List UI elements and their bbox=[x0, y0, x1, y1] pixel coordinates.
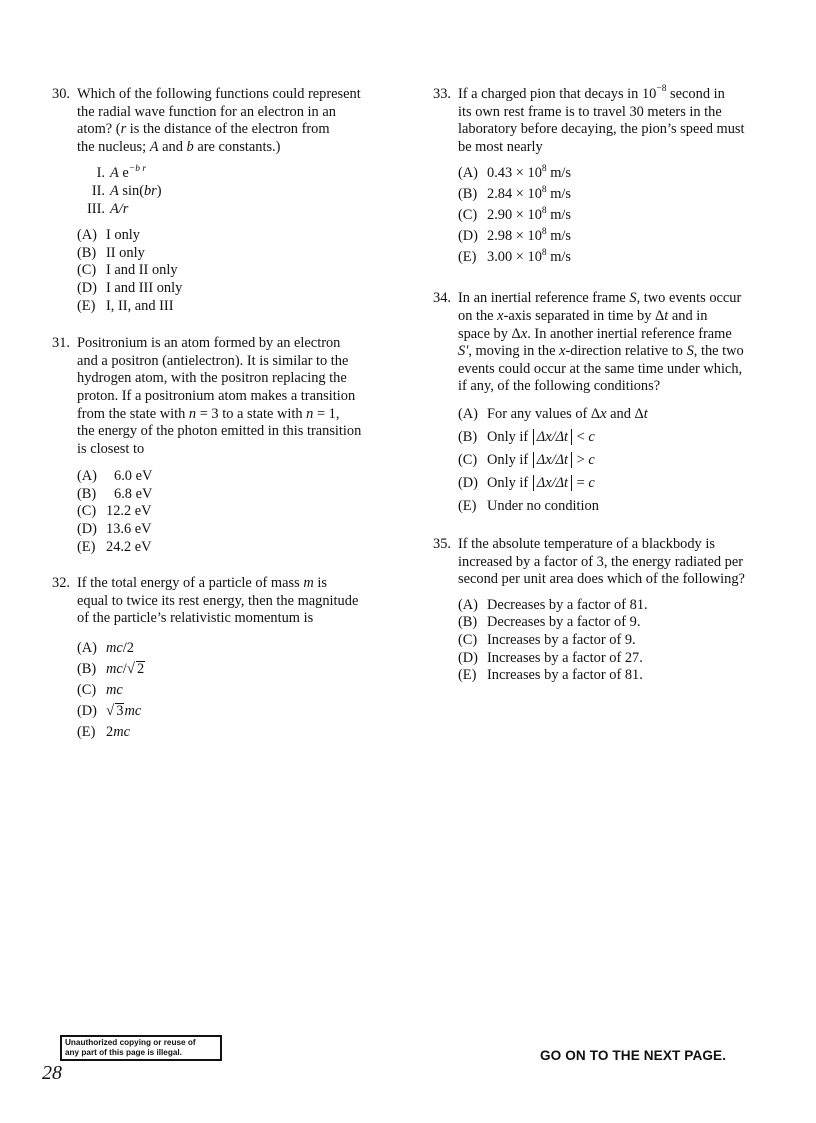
roman-number: III. bbox=[87, 200, 105, 217]
question-stem bbox=[77, 575, 392, 628]
choice-part: × 10 bbox=[512, 249, 542, 266]
stem-line bbox=[77, 575, 392, 593]
question-body bbox=[77, 575, 392, 743]
right-column bbox=[433, 86, 778, 685]
choice-text bbox=[487, 403, 648, 426]
question-stem bbox=[77, 335, 392, 458]
choice-var: c bbox=[588, 451, 595, 468]
choice-label: (D) bbox=[458, 228, 478, 245]
answer-choice[interactable] bbox=[458, 614, 778, 632]
choice-label: (A) bbox=[458, 596, 478, 613]
stem-line bbox=[458, 554, 778, 572]
question-30 bbox=[52, 86, 392, 315]
roman-var: A bbox=[110, 182, 119, 199]
stem-line bbox=[458, 378, 778, 396]
choice-part: m/s bbox=[546, 165, 572, 182]
choice-part: 2.90 bbox=[487, 207, 513, 224]
answer-choice[interactable] bbox=[77, 298, 392, 316]
choice-var: t bbox=[643, 405, 648, 422]
choice-label: (C) bbox=[458, 451, 478, 468]
stem-line bbox=[458, 343, 778, 361]
question-stem bbox=[458, 536, 778, 589]
roman-text bbox=[110, 201, 128, 219]
answer-choices bbox=[77, 468, 392, 556]
choice-part: × 10 bbox=[512, 165, 542, 182]
stem-line bbox=[458, 86, 778, 104]
choice-part: 3.00 bbox=[487, 249, 513, 266]
spacer bbox=[433, 268, 778, 290]
stem-line bbox=[458, 139, 778, 157]
stem-text: second per unit area does which of the following? bbox=[458, 571, 745, 588]
choice-part: 2 bbox=[106, 724, 114, 741]
choice-label: (E) bbox=[458, 249, 477, 266]
choice-var: c bbox=[588, 428, 595, 445]
stem-line bbox=[458, 308, 778, 326]
choice-text bbox=[487, 426, 595, 449]
stem-text: and in bbox=[668, 307, 708, 324]
stem-text: If a charged pion that decays in 10 bbox=[458, 86, 657, 102]
question-body bbox=[458, 290, 778, 518]
question-number: 30. bbox=[52, 86, 70, 102]
choice-exponent: 8 bbox=[541, 184, 547, 195]
stem-text: of the particle’s relativistic momentum is bbox=[77, 610, 314, 627]
answer-choices bbox=[458, 597, 778, 685]
choice-text bbox=[487, 472, 595, 495]
choice-text: Under no condition bbox=[487, 497, 599, 514]
stem-text: and a positron (antielectron). It is similar to the bbox=[77, 352, 349, 369]
roman-item bbox=[77, 201, 392, 219]
left-column bbox=[52, 86, 392, 743]
choice-text: 12.2 eV bbox=[106, 503, 152, 520]
answer-choice[interactable] bbox=[77, 539, 392, 557]
answer-choice[interactable] bbox=[77, 262, 392, 280]
stem-var: A bbox=[149, 138, 159, 155]
question-stem bbox=[77, 86, 392, 156]
choice-text bbox=[487, 184, 571, 205]
choice-part: Only if bbox=[487, 474, 532, 491]
stem-text: . In another inertial reference frame bbox=[527, 325, 732, 342]
question-number: 33. bbox=[433, 86, 451, 102]
choice-var: mc bbox=[106, 682, 123, 699]
stem-line bbox=[458, 571, 778, 589]
stem-text: be most nearly bbox=[458, 138, 543, 155]
choice-var: c bbox=[588, 474, 595, 491]
choice-label: (A) bbox=[77, 227, 97, 244]
choice-part: For any values of Δ bbox=[487, 405, 601, 422]
answer-choice[interactable] bbox=[458, 495, 778, 518]
roman-number: II. bbox=[91, 182, 105, 199]
answer-choice[interactable] bbox=[458, 184, 778, 205]
choice-part: × 10 bbox=[512, 186, 542, 203]
answer-choice[interactable] bbox=[77, 638, 392, 659]
answer-choices bbox=[458, 403, 778, 518]
answer-choice[interactable] bbox=[458, 205, 778, 226]
stem-var: S bbox=[629, 290, 637, 307]
choice-part: < bbox=[573, 428, 589, 445]
stem-text: If the absolute temperature of a blackbody is bbox=[458, 535, 715, 552]
choice-part: Only if bbox=[487, 451, 532, 468]
question-number: 35. bbox=[433, 535, 451, 552]
answer-choice[interactable] bbox=[458, 247, 778, 268]
answer-choice[interactable] bbox=[458, 163, 778, 184]
choice-label: (D) bbox=[77, 279, 97, 296]
choice-label: (A) bbox=[77, 468, 97, 485]
stem-text: space by Δ bbox=[458, 325, 521, 342]
stem-text: , the two bbox=[693, 343, 744, 360]
stem-var: n bbox=[306, 405, 314, 422]
stem-var: n bbox=[188, 405, 197, 422]
roman-part: ) bbox=[156, 182, 162, 199]
answer-choice[interactable] bbox=[77, 280, 392, 298]
stem-var: m bbox=[303, 575, 314, 592]
question-number: 31. bbox=[52, 335, 70, 352]
stem-text: increased by a factor of 3, the energy radiated per bbox=[458, 553, 744, 570]
stem-text: is the distance of the electron from bbox=[126, 121, 330, 138]
roman-text bbox=[110, 183, 162, 201]
choice-label: (C) bbox=[458, 631, 478, 648]
sqrt-radicand: 3 bbox=[116, 703, 124, 720]
stem-line bbox=[77, 139, 392, 157]
roman-number: I. bbox=[96, 165, 105, 182]
choice-var: mc bbox=[106, 640, 123, 657]
choice-text bbox=[106, 680, 123, 701]
abs-expression: Δx/Δt bbox=[533, 429, 572, 445]
choice-part: / bbox=[122, 661, 127, 678]
stem-line bbox=[77, 370, 392, 388]
roman-item bbox=[77, 165, 392, 183]
choice-text bbox=[106, 701, 141, 722]
choice-text: Decreases by a factor of 9. bbox=[487, 614, 641, 631]
stem-text: Which of the following functions could represent bbox=[77, 86, 361, 102]
roman-part: e bbox=[118, 165, 129, 182]
stem-line bbox=[77, 441, 392, 459]
sqrt-icon: √ bbox=[106, 703, 115, 720]
answer-choice[interactable] bbox=[458, 449, 778, 472]
answer-choice[interactable] bbox=[458, 650, 778, 668]
stem-line bbox=[77, 121, 392, 139]
choice-label: (E) bbox=[77, 724, 96, 741]
question-number: 32. bbox=[52, 575, 70, 592]
choice-text bbox=[106, 722, 130, 743]
abs-expression: Δx/Δt bbox=[533, 452, 572, 468]
notice-line: Unauthorized copying or reuse of bbox=[65, 1038, 196, 1047]
choice-part: m/s bbox=[546, 186, 572, 203]
choice-label: (C) bbox=[77, 682, 97, 699]
choice-text bbox=[106, 638, 134, 659]
choice-part: and Δ bbox=[606, 405, 644, 422]
answer-choice[interactable] bbox=[458, 472, 778, 495]
stem-text: the nucleus; bbox=[77, 138, 150, 155]
stem-text: is closest to bbox=[77, 440, 145, 457]
choice-part: 2.98 bbox=[487, 228, 513, 245]
question-32 bbox=[52, 575, 392, 743]
choice-label: (C) bbox=[458, 207, 478, 224]
stem-text: are constants.) bbox=[193, 138, 281, 155]
answer-choice[interactable] bbox=[77, 521, 392, 539]
stem-text: -direction relative to bbox=[565, 343, 687, 360]
answer-choices bbox=[77, 227, 392, 315]
stem-exponent: −8 bbox=[656, 84, 667, 95]
answer-choice[interactable] bbox=[458, 226, 778, 247]
choice-part: 0.43 bbox=[487, 165, 513, 182]
stem-text: is bbox=[313, 575, 327, 592]
answer-choices bbox=[77, 638, 392, 743]
choice-label: (B) bbox=[77, 244, 97, 261]
question-body bbox=[77, 335, 392, 556]
choice-label: (E) bbox=[458, 497, 477, 514]
choice-text bbox=[487, 205, 571, 226]
stem-line bbox=[77, 423, 392, 441]
answer-choice[interactable] bbox=[77, 701, 392, 722]
choice-text: I and II only bbox=[106, 262, 178, 279]
choice-text: Increases by a factor of 9. bbox=[487, 631, 636, 648]
choice-label: (D) bbox=[458, 649, 478, 666]
sqrt-radicand: 2 bbox=[137, 661, 145, 678]
choice-part: /2 bbox=[122, 640, 134, 657]
stem-line bbox=[77, 353, 392, 371]
roman-var: A bbox=[110, 165, 119, 182]
answer-choice[interactable] bbox=[458, 632, 778, 650]
answer-choice[interactable] bbox=[77, 486, 392, 504]
spacer bbox=[52, 556, 392, 575]
stem-text: , two events occur bbox=[636, 290, 742, 307]
choice-text bbox=[106, 659, 145, 680]
choice-text bbox=[487, 163, 571, 184]
answer-choice[interactable] bbox=[77, 722, 392, 743]
roman-item bbox=[77, 183, 392, 201]
abs-expression: Δx/Δt bbox=[533, 475, 572, 491]
answer-choice[interactable] bbox=[77, 468, 392, 486]
answer-choice[interactable] bbox=[77, 680, 392, 701]
stem-line bbox=[458, 290, 778, 308]
choice-label: (D) bbox=[458, 474, 478, 491]
question-body bbox=[458, 536, 778, 685]
stem-var: b bbox=[186, 138, 194, 155]
choice-text bbox=[487, 449, 595, 472]
choice-part: 2.84 bbox=[487, 186, 513, 203]
roman-list bbox=[77, 165, 392, 218]
choice-label: (A) bbox=[458, 165, 478, 182]
answer-choice[interactable] bbox=[77, 227, 392, 245]
choice-part: × 10 bbox=[512, 228, 542, 245]
stem-text: and bbox=[158, 138, 187, 155]
stem-line bbox=[77, 388, 392, 406]
choice-label: (D) bbox=[77, 521, 97, 538]
choice-text: I, II, and III bbox=[106, 297, 174, 314]
choice-text: 6.0 eV bbox=[114, 468, 153, 485]
choice-text: Increases by a factor of 81. bbox=[487, 667, 643, 684]
choice-text: I only bbox=[106, 227, 140, 244]
choice-text: 6.8 eV bbox=[114, 485, 153, 502]
question-stem bbox=[458, 86, 778, 156]
choice-label: (B) bbox=[77, 661, 97, 678]
page-number: 28 bbox=[42, 1062, 62, 1084]
choice-text bbox=[487, 247, 571, 268]
question-31 bbox=[52, 335, 392, 556]
answer-choice[interactable] bbox=[458, 426, 778, 449]
stem-text: on the bbox=[458, 307, 498, 324]
choice-label: (B) bbox=[77, 485, 97, 502]
stem-line bbox=[77, 335, 392, 353]
choice-label: (C) bbox=[77, 503, 97, 520]
stem-text: proton. If a positronium atom makes a transition bbox=[77, 387, 356, 404]
roman-var: br bbox=[143, 182, 157, 199]
stem-var: S bbox=[686, 343, 694, 360]
choice-exponent: 8 bbox=[541, 163, 547, 174]
choice-part: > bbox=[573, 451, 589, 468]
choice-label: (B) bbox=[458, 428, 478, 445]
choice-label: (E) bbox=[458, 667, 477, 684]
choice-label: (D) bbox=[77, 703, 97, 720]
stem-line bbox=[458, 326, 778, 344]
stem-line bbox=[77, 104, 392, 122]
choice-part: × 10 bbox=[512, 207, 542, 224]
choice-exponent: 8 bbox=[541, 226, 547, 237]
spacer bbox=[433, 518, 778, 536]
stem-text: = 1, bbox=[313, 405, 340, 422]
stem-text: from the state with bbox=[77, 405, 189, 422]
stem-line bbox=[458, 104, 778, 122]
choice-part: = bbox=[573, 474, 589, 491]
stem-line bbox=[77, 86, 392, 104]
answer-choices bbox=[458, 163, 778, 268]
answer-choice[interactable] bbox=[77, 659, 392, 680]
stem-text: atom? ( bbox=[77, 121, 121, 138]
roman-part: sin( bbox=[118, 182, 144, 199]
stem-line bbox=[458, 121, 778, 139]
stem-line bbox=[458, 361, 778, 379]
stem-text: if any, of the following conditions? bbox=[458, 378, 661, 395]
choice-exponent: 8 bbox=[541, 205, 547, 216]
question-33 bbox=[433, 86, 778, 268]
stem-var: x bbox=[559, 343, 566, 360]
roman-var: A/r bbox=[110, 200, 129, 217]
answer-choice[interactable] bbox=[458, 597, 778, 615]
copyright-notice bbox=[60, 1035, 222, 1061]
choice-text: 24.2 eV bbox=[106, 538, 152, 555]
stem-var: r bbox=[120, 121, 127, 138]
stem-text: laboratory before decaying, the pion’s speed must bbox=[458, 121, 745, 138]
answer-choice[interactable] bbox=[458, 403, 778, 426]
stem-text: the radial wave function for an electron in an bbox=[77, 103, 336, 120]
choice-text bbox=[487, 226, 571, 247]
stem-var: t bbox=[664, 307, 669, 324]
choice-var: mc bbox=[113, 724, 130, 741]
go-on-next-page: GO ON TO THE NEXT PAGE. bbox=[540, 1048, 727, 1063]
stem-text: its own rest frame is to travel 30 meters in the bbox=[458, 103, 722, 120]
stem-line bbox=[77, 610, 392, 628]
notice-line: any part of this page is illegal. bbox=[65, 1047, 182, 1057]
spacer bbox=[52, 315, 392, 335]
stem-var: S′ bbox=[458, 343, 469, 360]
roman-text bbox=[110, 165, 146, 183]
stem-text: equal to twice its rest energy, then the magnitude bbox=[77, 592, 359, 609]
choice-label: (E) bbox=[77, 297, 96, 314]
choice-label: (A) bbox=[77, 640, 97, 657]
stem-text: second in bbox=[666, 86, 725, 102]
choice-var: x bbox=[600, 405, 607, 422]
choice-part: m/s bbox=[546, 207, 572, 224]
choice-var: mc bbox=[106, 661, 123, 678]
stem-var: x bbox=[497, 307, 504, 324]
choice-label: (A) bbox=[458, 405, 478, 422]
choice-text: I and III only bbox=[106, 279, 183, 296]
choice-exponent: 8 bbox=[541, 247, 547, 258]
question-34 bbox=[433, 290, 778, 518]
choice-label: (B) bbox=[458, 186, 478, 203]
choice-text: II only bbox=[106, 244, 145, 261]
stem-text: Positronium is an atom formed by an electron bbox=[77, 335, 341, 352]
choice-label: (E) bbox=[77, 538, 96, 555]
answer-choice[interactable] bbox=[458, 667, 778, 685]
question-body bbox=[458, 86, 778, 268]
stem-text: hydrogen atom, with the positron replacing the bbox=[77, 370, 347, 387]
question-35 bbox=[433, 536, 778, 685]
choice-text: Increases by a factor of 27. bbox=[487, 649, 643, 666]
choice-part: m/s bbox=[546, 249, 572, 266]
choice-part: m/s bbox=[546, 228, 572, 245]
answer-choice[interactable] bbox=[77, 245, 392, 263]
stem-text: = 3 to a state with bbox=[196, 405, 307, 422]
stem-text: If the total energy of a particle of mass bbox=[77, 575, 304, 592]
stem-line bbox=[458, 536, 778, 554]
roman-exponent: −b r bbox=[128, 163, 147, 174]
question-number: 34. bbox=[433, 290, 451, 307]
stem-text: In an inertial reference frame bbox=[458, 290, 630, 307]
stem-text: events could occur at the same time under which, bbox=[458, 360, 743, 377]
stem-line bbox=[77, 406, 392, 424]
stem-line bbox=[77, 593, 392, 611]
answer-choice[interactable] bbox=[77, 503, 392, 521]
choice-label: (B) bbox=[458, 614, 478, 631]
question-stem bbox=[458, 290, 778, 396]
choice-part: Only if bbox=[487, 428, 532, 445]
choice-var: mc bbox=[124, 703, 142, 720]
question-body bbox=[77, 86, 392, 315]
stem-text: the energy of the photon emitted in this transition bbox=[77, 423, 362, 440]
stem-text: -axis separated in time by Δ bbox=[503, 307, 665, 324]
choice-text: 13.6 eV bbox=[106, 521, 152, 538]
choice-text: Decreases by a factor of 81. bbox=[487, 596, 648, 613]
stem-var: x bbox=[520, 325, 528, 342]
sqrt-icon: √ bbox=[126, 661, 136, 678]
stem-text: , moving in the bbox=[468, 343, 560, 360]
choice-label: (C) bbox=[77, 262, 97, 279]
